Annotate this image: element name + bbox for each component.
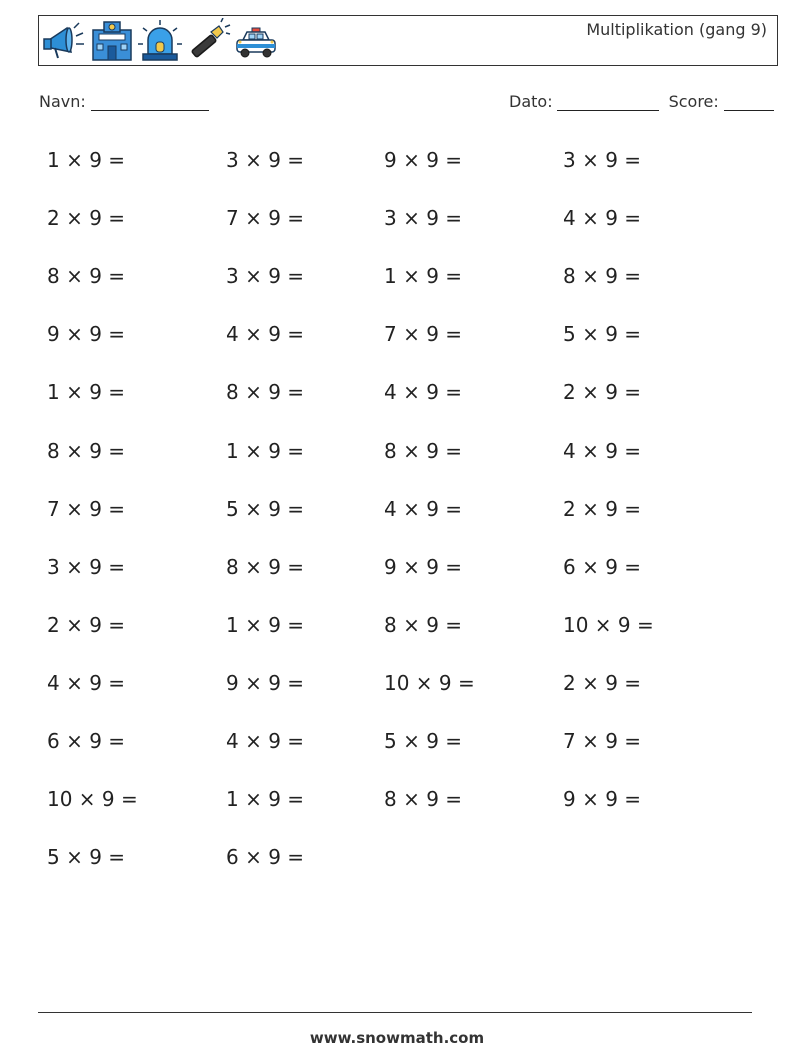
footer-url: www.snowmath.com xyxy=(309,1029,485,1047)
problem-item: 6 × 9 = xyxy=(226,845,305,870)
problem-item: 6 × 9 = xyxy=(563,554,642,579)
problem-item: 3 × 9 = xyxy=(563,148,642,172)
problem-item: 2 × 9 = xyxy=(563,496,642,521)
problem-item: 1 × 9 = xyxy=(47,380,126,405)
problem-item: 4 × 9 = xyxy=(226,322,305,347)
problem-item: 5 × 9 = xyxy=(384,729,463,753)
problem-item: 2 × 9 = xyxy=(47,612,126,637)
problem-item: 9 × 9 = xyxy=(384,554,463,579)
date-line[interactable] xyxy=(557,96,659,111)
name-field xyxy=(39,92,209,111)
problem-item: 8 × 9 = xyxy=(384,612,463,637)
problem-item: 8 × 9 = xyxy=(384,438,463,463)
problem-item: 9 × 9 = xyxy=(384,148,463,172)
problem-item: 4 × 9 = xyxy=(384,380,463,405)
megaphone-icon xyxy=(41,18,87,64)
problem-item: 4 × 9 = xyxy=(563,206,642,231)
problem-item: 7 × 9 = xyxy=(47,496,126,521)
icon-strip xyxy=(41,19,281,63)
problem-item: 7 × 9 = xyxy=(226,206,305,231)
problem-item: 2 × 9 = xyxy=(563,670,642,695)
problem-item: 7 × 9 = xyxy=(384,322,463,347)
problem-item: 5 × 9 = xyxy=(47,845,126,870)
date-label: Dato: xyxy=(509,92,553,111)
header-box xyxy=(38,15,778,66)
flashlight-icon xyxy=(185,18,231,64)
problem-item: 7 × 9 = xyxy=(563,729,642,753)
problem-item: 5 × 9 = xyxy=(563,322,642,347)
date-score-field xyxy=(509,92,774,111)
police-car-icon xyxy=(233,18,279,64)
problem-item: 1 × 9 = xyxy=(384,264,463,289)
problem-item: 1 × 9 = xyxy=(226,438,305,463)
name-line[interactable] xyxy=(91,96,209,111)
problem-item: 1 × 9 = xyxy=(226,787,305,812)
problem-item: 8 × 9 = xyxy=(563,264,642,289)
footer-divider xyxy=(38,1012,752,1013)
worksheet-title: Multiplikation (gang 9) xyxy=(586,20,767,39)
name-label: Navn: xyxy=(39,92,86,111)
siren-icon xyxy=(137,18,183,64)
problem-item: 1 × 9 = xyxy=(226,612,305,637)
problem-item: 6 × 9 = xyxy=(47,729,126,753)
problem-item: 8 × 9 = xyxy=(226,554,305,579)
score-label: Score: xyxy=(668,92,719,111)
problem-item: 8 × 9 = xyxy=(47,438,126,463)
problem-item: 8 × 9 = xyxy=(384,787,463,812)
problem-item: 3 × 9 = xyxy=(384,206,463,231)
problem-item: 10 × 9 = xyxy=(47,787,138,812)
problem-item: 2 × 9 = xyxy=(563,380,642,405)
problem-item: 1 × 9 = xyxy=(47,148,126,172)
problem-item: 5 × 9 = xyxy=(226,496,305,521)
score-line[interactable] xyxy=(724,96,774,111)
problem-item: 3 × 9 = xyxy=(226,148,305,172)
problem-item: 3 × 9 = xyxy=(226,264,305,289)
problem-item: 4 × 9 = xyxy=(384,496,463,521)
problem-item: 9 × 9 = xyxy=(47,322,126,347)
problem-item: 3 × 9 = xyxy=(47,554,126,579)
problem-item: 4 × 9 = xyxy=(563,438,642,463)
problem-item: 10 × 9 = xyxy=(563,612,654,637)
problem-item: 8 × 9 = xyxy=(226,380,305,405)
problem-item: 4 × 9 = xyxy=(226,729,305,753)
problem-item: 2 × 9 = xyxy=(47,206,126,231)
problem-item: 10 × 9 = xyxy=(384,670,475,695)
problem-item: 9 × 9 = xyxy=(226,670,305,695)
police-station-icon xyxy=(89,18,135,64)
problem-item: 8 × 9 = xyxy=(47,264,126,289)
problem-item: 4 × 9 = xyxy=(47,670,126,695)
problem-item: 9 × 9 = xyxy=(563,787,642,812)
